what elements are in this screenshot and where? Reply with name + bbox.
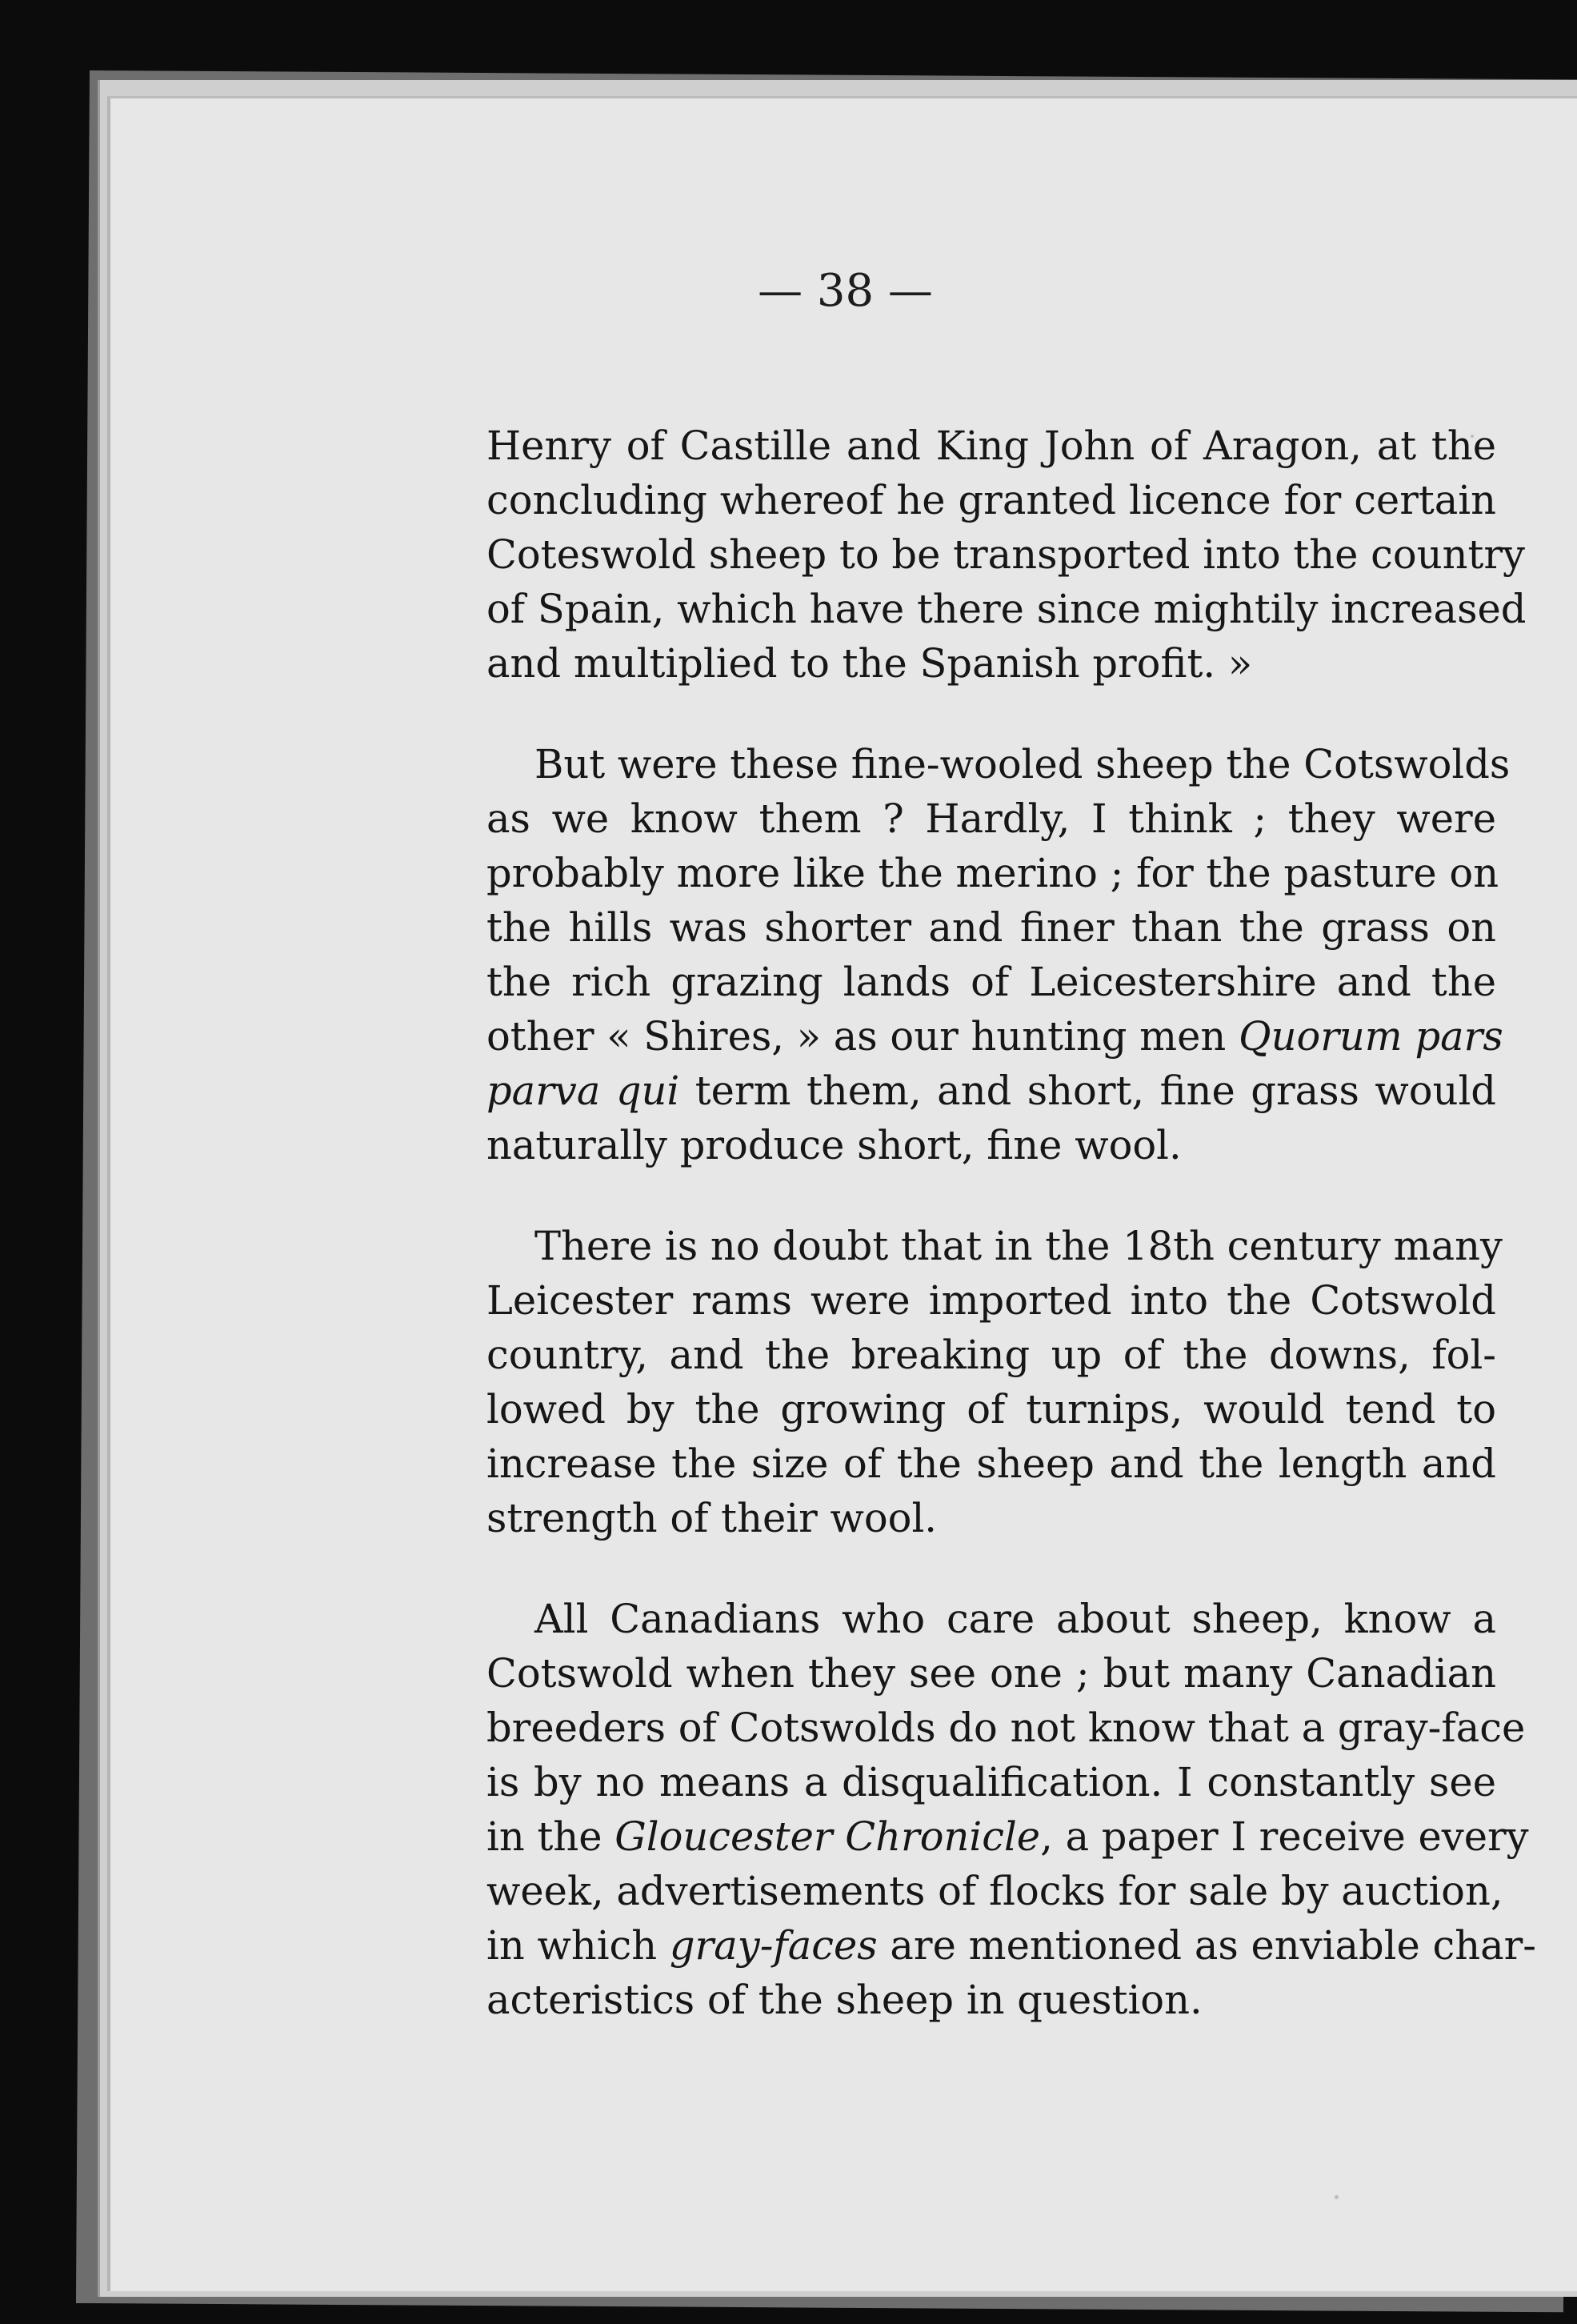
paragraph-3 bbox=[486, 1219, 1503, 1545]
text-line: There is no doubt that in the 18th century many bbox=[534, 1223, 1503, 1269]
text-line: increase the size of the sheep and the length and bbox=[486, 1440, 1496, 1487]
body-text bbox=[486, 419, 1537, 2027]
text-line: of Spain, which have there since mightily increased bbox=[486, 586, 1527, 632]
paragraph-1 bbox=[486, 419, 1527, 691]
italic-phrase: Quorum pars bbox=[1239, 1013, 1503, 1060]
text-run: in which bbox=[486, 1922, 670, 1969]
italic-phrase: parva qui bbox=[486, 1068, 680, 1114]
text-line bbox=[486, 1064, 1496, 1118]
text-line: Leicester rams were imported into the Cotswold bbox=[486, 1277, 1496, 1324]
text-line: and multiplied to the Spanish profit. » bbox=[486, 640, 1253, 687]
text-run: are mentioned as enviable char- bbox=[877, 1922, 1537, 1969]
text-line: acteristics of the sheep in question. bbox=[486, 1977, 1203, 2023]
text-line: Henry of Castille and King John of Aragon, at the bbox=[486, 423, 1496, 469]
text-line: lowed by the growing of turnips, would tend to bbox=[486, 1386, 1496, 1432]
text-line: the rich grazing lands of Leicestershire and the bbox=[486, 959, 1496, 1005]
text-line: Cotswold when they see one ; but many Canadian bbox=[486, 1650, 1496, 1697]
text-line bbox=[486, 1809, 1529, 1864]
page-number: — 38 — bbox=[758, 265, 933, 317]
paper-speck bbox=[1335, 2195, 1339, 2199]
text-line bbox=[486, 1009, 1503, 1064]
paragraph-4 bbox=[486, 1592, 1537, 2027]
text-line: All Canadians who care about sheep, know a bbox=[534, 1596, 1496, 1642]
text-line: But were these fine-wooled sheep the Cotswolds bbox=[534, 741, 1511, 787]
text-line: Coteswold sheep to be transported into the country bbox=[486, 531, 1525, 578]
text-run: in the bbox=[486, 1813, 615, 1860]
paragraph-2 bbox=[486, 737, 1511, 1172]
text-line: breeders of Cotswolds do not know that a gray-face bbox=[486, 1705, 1526, 1751]
text-line: is by no means a disqualification. I constantly see bbox=[486, 1759, 1496, 1805]
text-line: concluding whereof he granted licence for certain bbox=[486, 477, 1496, 523]
text-line: as we know them ? Hardly, I think ; they were bbox=[486, 795, 1496, 842]
italic-phrase: gray-faces bbox=[669, 1922, 878, 1969]
text-line: probably more like the merino ; for the pasture on bbox=[486, 850, 1499, 896]
text-line: week, advertisements of flocks for sale by auction, bbox=[486, 1868, 1503, 1914]
text-line: naturally produce short, fine wool. bbox=[486, 1122, 1182, 1168]
text-line bbox=[486, 1918, 1537, 1973]
text-line: country, and the breaking up of the downs, fol- bbox=[486, 1332, 1496, 1378]
italic-phrase: Gloucester Chronicle bbox=[614, 1813, 1041, 1860]
text-run: , a paper I receive every bbox=[1040, 1813, 1529, 1860]
book-page bbox=[107, 96, 1577, 2291]
text-line: the hills was shorter and finer than the grass on bbox=[486, 904, 1496, 951]
text-run: term them, and short, fine grass would bbox=[679, 1068, 1496, 1114]
text-run: other « Shires, » as our hunting men bbox=[486, 1013, 1239, 1060]
text-line: strength of their wool. bbox=[486, 1495, 938, 1541]
